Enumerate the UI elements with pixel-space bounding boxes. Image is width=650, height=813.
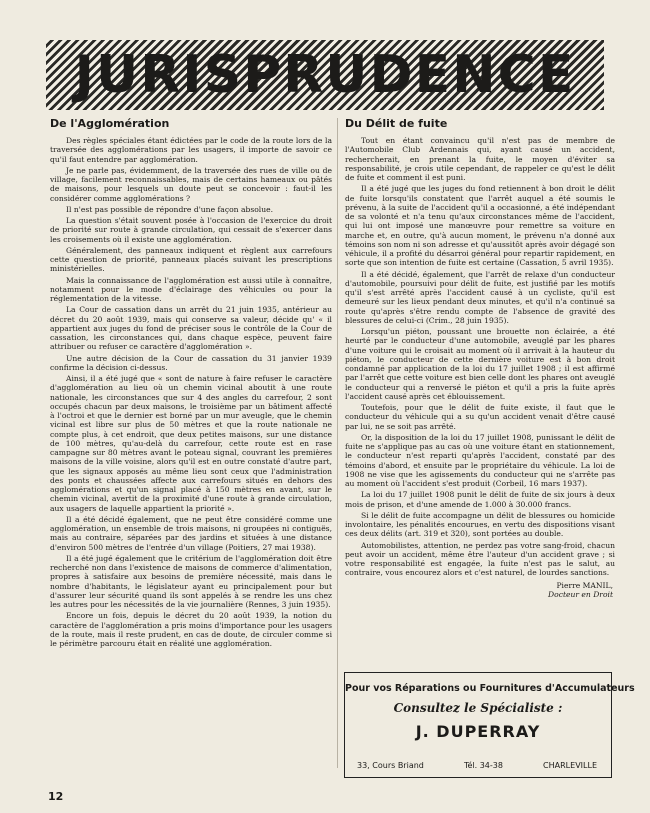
ad-business-name: J. DUPERRAY	[415, 722, 541, 741]
paragraph: Automobilistes, attention, ne perdez pas votre sang-froid, chacun peut avoir un accident, même être l'auteur d'un accident grave ; si votre responsabilité est engagée, la fuite n'est pas le salut, au contraire, vous encourez alors et c'est naturel, de lourdes sanctions.	[345, 540, 615, 578]
title-banner	[46, 40, 604, 110]
column-divider	[337, 118, 338, 768]
paragraph: Il a été décidé, également, que l'arrêt de relaxe d'un conducteur d'automobile, poursuivi pour délit de fuite, est justifié par les motifs qu'il s'est arrêté après l'accident causé à un cycliste, qu'il est demeuré sur les lieux pendant deux minutes, et qu'il n'a continué sa route qu'après s'être rendu compte de l'absence de gravité des blessures de celui-ci (Crim., 28 juin 1935).	[345, 269, 615, 325]
paragraph: Une autre décision de la Cour de cassation du 31 janvier 1939 confirme la décision ci-dessus.	[50, 353, 332, 372]
paragraph: Or, la disposition de la loi du 17 juillet 1908, punissant le délit de fuite ne s'applique pas au cas où une voiture étant en stationnement, le conducteur n'est reparti qu'après l'accident, constaté par des témoins d'abord, et ensuite par le propriétaire du véhicule. La loi de 1908 ne vise que les agissements du conducteur qui ne s'arrête pas au moment où l'accident s'est produit (Corbeil, 16 mars 1937).	[345, 432, 615, 488]
paragraph: Il a été jugé que les juges du fond retiennent à bon droit le délit de fuite lorsqu'ils constatent que l'arrêt auquel a été soumis le prévenu, à la suite de l'accident qu'il a occasionné, a été indépendant de sa volonté et n'a tenu qu'aux circonstances même de l'accident, qui lui ont imposé une manœuvre pour remettre sa voiture en marche et, en outre, qu'à aucun moment, le prévenu n'a donné aux témoins son nom ni son adresse et qu'aussitôt après avoir dégagé son véhicule, il a profité du désarroi général pour repartir rapidement, en sorte que son intention de fuite est certaine (Cassation, 5 avril 1935).	[345, 184, 615, 268]
paragraph: Il a été décidé également, que ne peut être considéré comme une agglomération, un ensemble de trois maisons, ni groupées ni contiguës, mais au contraire, séparées par des jardins et situées à une distance d'environ 500 mètres de l'entrée d'un village (Poitiers, 27 mai 1938).	[50, 514, 332, 552]
paragraph: La loi du 17 juillet 1908 punit le délit de fuite de six jours à deux mois de prison, et d'une amende de 1.000 à 30.000 francs.	[345, 490, 615, 509]
article-agglomeration	[50, 117, 332, 777]
paragraph: Je ne parle pas, évidemment, de la traversée des rues de ville ou de village, facilement reconnaissables, mais de certains hameaux ou pâtés de maisons, pour lesquels un doute peut se concevoir : faut-il les considérer comme agglomérations ?	[50, 165, 332, 203]
paragraph: Encore un fois, depuis le décret du 20 août 1939, la notion du caractère de l'agglomération a pris moins d'importance pour les usagers de la route, mais il reste prudent, en cas de doute, de circuler comme si le périmètre parcouru était en réalité une agglomération.	[50, 611, 332, 648]
ad-phone: Tél. 34-38	[463, 761, 503, 770]
author-name: Pierre MANIL,	[556, 580, 613, 590]
paragraph: Mais la connaissance de l'agglomération est aussi utile à connaître, notamment pour le mode d'éclairage des véhicules ou pour la réglementation de la vitesse.	[50, 275, 332, 303]
paragraph: Des règles spéciales étant édictées par le code de la route lors de la traversée des agglomérations par les usagers, il importe de savoir ce qu'il faut entendre par agglomération.	[50, 136, 332, 164]
page-number: 12	[48, 790, 64, 803]
article-delit-de-fuite	[345, 117, 615, 661]
paragraph: Il a été jugé également que le critérium de l'agglomération doit être recherché non dans l'existence de maisons de commerce d'alimentation, propres à satisfaire aux besoins de première nécessité, mais dans le nombre d'habitants, le législateur ayant eu principalement pour but d'assurer leur sécurité quand ils sont appelés à se rendre les uns chez les autres pour les nécessités de la vie journalière (Rennes, 3 juin 1935).	[50, 553, 332, 609]
paragraph: Toutefois, pour que le délit de fuite existe, il faut que le conducteur du véhicule qui a su qu'un accident venait d'être causé par lui, ne se soit pas arrêté.	[345, 403, 615, 431]
paragraph: Ainsi, il a été jugé que « sont de nature à faire refuser le caractère d'agglomération au lieu où un chemin vicinal aboutit à une route nationale, les circonstances que sur 4 des angles du carrefour, 2 sont occupés chacun par deux maisons, le troisième par un bâtiment affecté à l'octroi et que le dernier est borné par un mur aveugle, que le chemin vicinal est libre sur plus de 50 mètres et que la route nationale ne compte plus, à cet endroit, que deux petites maisons, sur une distance de 100 mètres, qu'au-delà du carrefour, cette route est en rase campagne sur 80 mètres avant le poteau signal, couvrant les premières maisons de la ville voisine, alors qu'il est en outre constaté d'autre part, que les signaux apposés au même lieu sont ceux que l'administration des ponts et chaussées affecte aux carrefours situés en dehors des agglomérations et qu'un signal placé à 150 mètres en avant, sur le chemin vicinal, avertit de la proximité d'une route à grande circulation, aux usagers de laquelle appartient la priorité ».	[50, 374, 332, 513]
ad-contact-line	[357, 761, 597, 770]
paragraph: La question s'était souvent posée à l'occasion de l'exercice du droit de priorité sur route à grande circulation, qui cessait de s'exercer dans les croisements où il existe une agglomération.	[50, 216, 332, 244]
ad-tagline: Pour vos Réparations ou Fournitures d'Accumulateurs	[345, 683, 635, 694]
author-title: Docteur en Droit	[548, 590, 613, 599]
paragraph: Si le délit de fuite accompagne un délit de blessures ou homicide involontaire, les pénalités encourues, en vertu des dispositions visant ces deux délits (art. 319 et 320), sont portées au double.	[345, 510, 615, 539]
page-title: JURISPRUDENCE	[74, 45, 576, 105]
article-heading: De l'Agglomération	[50, 117, 170, 130]
paragraph: Tout en étant convaincu qu'il n'est pas de membre de l'Automobile Club Ardennais qui, ayant causé un accident, rechercherait, en prenant la fuite, le moyen d'éviter sa responsabilité, je crois utile cependant, de rappeler ce qu'est le délit de fuite et comment il est puni.	[345, 136, 615, 182]
paragraph: Lorsqu'un piéton, poussant une brouette non éclairée, a été heurté par le conducteur d'une automobile, aveuglé par les phares d'une voiture qui le croisait au moment où il arrivait à la hauteur du piéton, le conducteur de cette dernière voiture est à bon droit condamné par application de la loi du 17 juillet 1908 ; il est affirmé par l'arrêt que cette voiture est bien celle dont les phares ont aveuglé le conducteur qui a renversé le piéton et qu'il a pris la fuite après l'accident causé après cet éblouissement.	[345, 327, 615, 401]
paragraph: Il n'est pas possible de répondre d'une façon absolue.	[66, 204, 274, 214]
ad-call-to-action: Consultez le Spécialiste :	[393, 701, 563, 715]
author-signature	[345, 581, 615, 600]
ad-address: 33, Cours Briand	[357, 761, 424, 770]
advertisement-box	[344, 672, 635, 778]
ad-city: CHARLEVILLE	[543, 761, 597, 770]
paragraph: Généralement, des panneaux indiquent et règlent aux carrefours cette question de priorité, panneaux placés suivant les prescriptions ministérielles.	[50, 245, 332, 274]
article-heading: Du Délit de fuite	[345, 117, 448, 130]
paragraph: La Cour de cassation dans un arrêt du 21 juin 1935, antérieur au décret du 20 août 1939, mais qui conserve sa valeur, décide qu' « il appartient aux juges du fond de préciser sous le contrôle de la Cour de cassation, les circonstances qui, dans chaque espèce, peuvent faire attribuer ou refuser ce caractère d'agglomération ».	[50, 305, 332, 352]
